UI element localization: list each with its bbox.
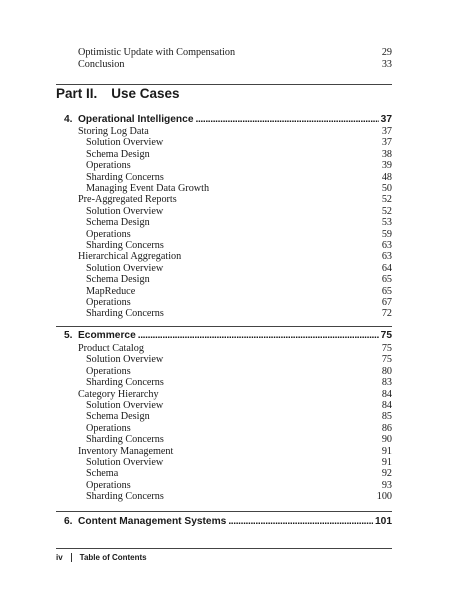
chapter-title: Ecommerce	[78, 330, 136, 341]
toc-entry-page: 39	[381, 160, 392, 172]
toc-subsection[interactable]	[86, 240, 392, 251]
toc-entry-page: 75	[381, 354, 392, 366]
toc-entry-title: Schema Design	[86, 148, 150, 160]
chapter-entry[interactable]	[64, 516, 392, 528]
toc-entry-title: Solution Overview	[86, 457, 164, 468]
chapter-title: Content Management Systems	[78, 516, 227, 527]
toc-entry-title: Product Catalog	[78, 343, 144, 354]
toc-subsection[interactable]	[86, 491, 392, 502]
toc-section[interactable]	[78, 251, 392, 262]
toc-subsection[interactable]	[86, 229, 392, 240]
toc-entry-page: 64	[381, 262, 392, 274]
toc-subsection[interactable]	[86, 286, 392, 297]
toc-entry-page: 37	[381, 137, 392, 149]
toc-entry-page: 72	[381, 308, 392, 320]
toc-subsection[interactable]	[86, 263, 392, 274]
toc-entry-page: 50	[381, 183, 392, 194]
toc-entry-page: 29	[381, 47, 392, 58]
toc-entry-title: Hierarchical Aggregation	[78, 251, 182, 263]
toc-entry-title: Sharding Concerns	[86, 434, 164, 446]
toc-subsection[interactable]	[86, 366, 392, 377]
toc-entry-title: Solution Overview	[86, 137, 164, 149]
toc-subsection[interactable]	[86, 274, 392, 285]
toc-entry-title: MapReduce	[86, 285, 136, 297]
toc-entry-page: 84	[381, 400, 392, 411]
toc-entry-title: Solution Overview	[86, 205, 164, 217]
toc-subsection[interactable]	[86, 172, 392, 183]
toc-entry-title: Operations	[86, 479, 131, 491]
toc-subsection[interactable]	[86, 183, 392, 194]
chapter-page: 37	[380, 114, 392, 125]
toc-entry-page: 75	[381, 343, 392, 354]
toc-entry-title: Sharding Concerns	[86, 240, 164, 251]
toc-entry-page: 52	[381, 205, 392, 217]
footer-separator	[71, 553, 72, 562]
toc-subsection[interactable]	[86, 160, 392, 171]
toc-entry-page: 80	[381, 365, 392, 377]
part-title: Use Cases	[111, 86, 180, 101]
toc-subsection[interactable]	[86, 297, 392, 308]
toc-entry-page: 91	[381, 445, 392, 457]
toc-entry-title: Operations	[86, 160, 131, 172]
toc-entry-page: 85	[381, 411, 392, 423]
toc-subsection[interactable]	[86, 206, 392, 217]
toc-entry-title: Category Hierarchy	[78, 388, 159, 400]
toc-entry-title: Operations	[86, 365, 131, 377]
toc-entry-page: 86	[381, 422, 392, 434]
leader-dots	[138, 330, 379, 342]
toc-entry-title: Sharding Concerns	[86, 377, 164, 389]
part-divider	[56, 84, 392, 85]
toc-entry-page: 90	[381, 434, 392, 446]
toc-section[interactable]	[78, 389, 392, 400]
toc-subsection[interactable]	[86, 354, 392, 365]
chapter-divider	[56, 326, 392, 327]
toc-entry-title: Schema Design	[86, 274, 150, 286]
toc-entry-page: 91	[381, 457, 392, 468]
toc-entry-title: Sharding Concerns	[86, 308, 164, 320]
toc-section[interactable]	[78, 194, 392, 205]
toc-entry-title: Operations	[86, 422, 131, 434]
toc-section[interactable]	[78, 126, 392, 137]
chapter-number: 5.	[64, 330, 73, 341]
chapter-divider	[56, 511, 392, 512]
chapter-number: 6.	[64, 516, 73, 527]
toc-entry-page: 93	[381, 479, 392, 491]
toc-entry-title: Conclusion	[78, 59, 125, 70]
toc-entry-title: Schema Design	[86, 411, 150, 423]
toc-subsection[interactable]	[86, 400, 392, 411]
toc-subsection[interactable]	[86, 308, 392, 319]
chapter-page: 75	[380, 330, 392, 341]
toc-entry-page: 84	[381, 388, 392, 400]
footer-section: Table of Contents	[79, 553, 147, 562]
toc-entry-title: Schema Design	[86, 217, 150, 229]
chapter-entry[interactable]	[64, 114, 392, 126]
toc-entry-title: Pre-Aggregated Reports	[78, 194, 177, 206]
toc-entry[interactable]	[78, 59, 392, 70]
part-heading	[56, 86, 180, 101]
toc-subsection[interactable]	[86, 137, 392, 148]
toc-subsection[interactable]	[86, 434, 392, 445]
toc-entry-page: 48	[381, 171, 392, 183]
toc-entry-title: Sharding Concerns	[86, 171, 164, 183]
toc-subsection[interactable]	[86, 423, 392, 434]
toc-entry-page: 65	[381, 274, 392, 286]
footer-divider	[56, 548, 392, 549]
toc-entry-title: Inventory Management	[78, 445, 174, 457]
toc-entry[interactable]	[78, 47, 392, 58]
toc-subsection[interactable]	[86, 377, 392, 388]
toc-entry-page: 37	[381, 126, 392, 137]
toc-subsection[interactable]	[86, 457, 392, 468]
toc-entry-title: Solution Overview	[86, 354, 164, 366]
toc-entry-page: 33	[381, 59, 392, 70]
toc-entry-page: 63	[381, 251, 392, 263]
toc-subsection[interactable]	[86, 149, 392, 160]
chapter-title: Operational Intelligence	[78, 114, 194, 125]
toc-entry-page: 53	[381, 217, 392, 229]
toc-entry-page: 63	[381, 240, 392, 251]
toc-entry-page: 92	[381, 468, 392, 480]
toc-entry-title: Operations	[86, 297, 131, 308]
chapter-number: 4.	[64, 114, 73, 125]
toc-entry-title: Solution Overview	[86, 400, 164, 411]
toc-entry-title: Sharding Concerns	[86, 491, 164, 503]
leader-dots	[228, 516, 373, 528]
toc-entry-page: 38	[381, 148, 392, 160]
toc-subsection[interactable]	[86, 480, 392, 491]
chapter-entry[interactable]	[64, 330, 392, 342]
toc-entry-title: Schema	[86, 468, 119, 480]
toc-entry-page: 83	[381, 377, 392, 389]
toc-entry-page: 100	[376, 491, 392, 503]
toc-entry-page: 52	[381, 194, 392, 206]
toc-section[interactable]	[78, 343, 392, 354]
toc-entry-title: Storing Log Data	[78, 126, 149, 137]
toc-entry-title: Operations	[86, 228, 131, 240]
toc-entry-title: Solution Overview	[86, 262, 164, 274]
page-footer	[56, 553, 147, 562]
toc-entry-title: Managing Event Data Growth	[86, 183, 210, 194]
part-label: Part II.	[56, 86, 98, 101]
toc-section[interactable]	[78, 446, 392, 457]
leader-dots	[196, 114, 379, 126]
toc-subsection[interactable]	[86, 217, 392, 228]
toc-subsection[interactable]	[86, 468, 392, 479]
toc-entry-page: 59	[381, 228, 392, 240]
toc-entry-page: 67	[381, 297, 392, 308]
chapter-page: 101	[375, 516, 392, 527]
toc-entry-title: Optimistic Update with Compensation	[78, 47, 236, 58]
toc-entry-page: 65	[381, 285, 392, 297]
footer-page-number: iv	[56, 553, 63, 562]
toc-subsection[interactable]	[86, 411, 392, 422]
